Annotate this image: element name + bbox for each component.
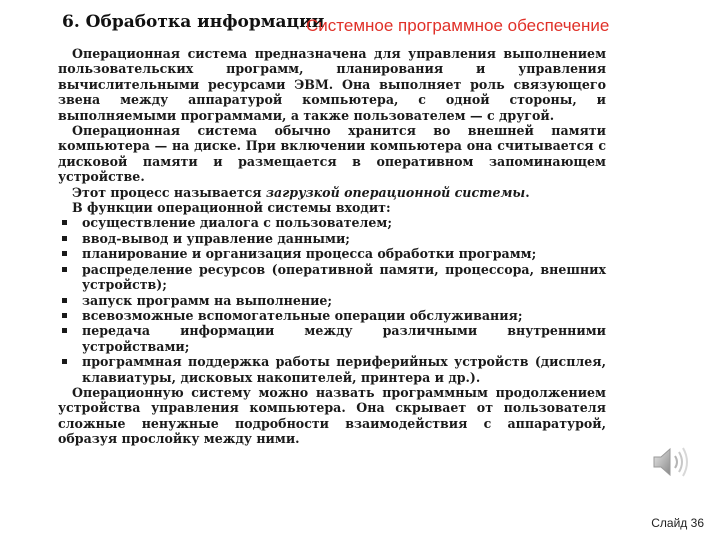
- list-item: распределение ресурсов (оперативной памяти, процессора, внешних устройств);: [58, 262, 606, 293]
- paragraph-boot: [58, 185, 606, 200]
- boot-text-after: .: [525, 184, 530, 200]
- functions-intro: В функции операционной системы входит:: [72, 200, 391, 216]
- slide-title: Системное программное обеспечение: [306, 16, 610, 35]
- list-item: ввод-вывод и управление данными;: [58, 231, 606, 246]
- paragraph-summary: Операционную систему можно назвать программным продолжением устройства управления компьютера. Она скрывает от пользователя сложные ненужные подробности взаимодействия с аппаратурой, образуя прослойку между ними.: [58, 384, 606, 447]
- speaker-icon[interactable]: [648, 440, 692, 484]
- term-boot: загрузкой операционной системы: [266, 184, 526, 200]
- term-operating-system: Операционная система: [72, 46, 248, 61]
- list-item: всевозможные вспомогательные операции обслуживания;: [58, 308, 606, 323]
- paragraph-storage: Операционная система обычно хранится во внешней памяти компьютера — на диске. При включении компьютера она считывается с дисковой памяти и размещается в оперативном запоминающем устройстве.: [58, 123, 606, 185]
- functions-list: [58, 215, 606, 384]
- paragraph-definition: [58, 46, 606, 123]
- boot-text-before: Этот процесс называется: [72, 184, 266, 200]
- list-item: программная поддержка работы периферийных устройств (дисплея, клавиатуры, дисковых накопителей, принтера и др.).: [58, 354, 606, 385]
- definition-text: предназначена для управления выполнением пользовательских программ, планирования и управления вычислительными ресурсами ЭВМ. Она выполняет роль связующего звена между аппаратурой компьютера, с одной стороны, и выполняемыми программами, а также пользователем — с другой.: [58, 46, 607, 123]
- document-body: [58, 46, 606, 447]
- section-title: 6. Обработка информации: [62, 12, 325, 32]
- list-item: осуществление диалога с пользователем;: [58, 215, 606, 230]
- list-item: запуск программ на выполнение;: [58, 293, 606, 308]
- list-item: планирование и организация процесса обработки программ;: [58, 246, 606, 261]
- list-item: передача информации между различными внутренними устройствами;: [58, 323, 606, 354]
- slide-number: Слайд 36: [651, 516, 704, 530]
